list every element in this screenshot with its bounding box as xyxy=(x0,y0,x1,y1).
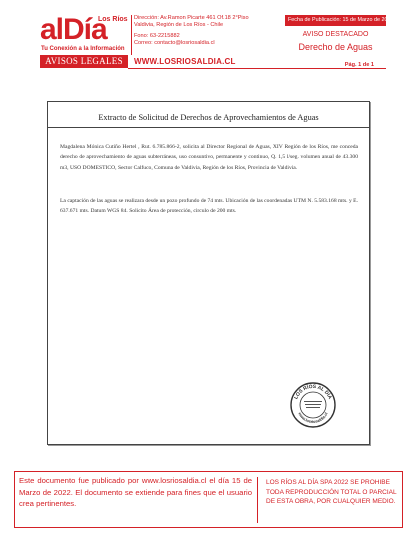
notice-type: AVISO DESTACADO xyxy=(302,31,369,38)
logo-wordmark: alDía xyxy=(40,13,107,46)
website-link[interactable]: WWW.LOSRIOSALDIA.CL xyxy=(134,57,236,66)
footer-divider xyxy=(257,477,258,523)
document-frame xyxy=(47,101,370,445)
header-rule xyxy=(128,68,386,69)
logo-prefix: Los Ríos xyxy=(98,16,128,23)
section-label: AVISOS LEGALES xyxy=(40,55,128,68)
footer-copyright: LOS RÍOS AL DÍA SPA 2022 SE PROHIBE TODA REPRODUCCIÓN TOTAL O PARCIAL DE ESTA OBRA, POR CUALQUIER MEDIO. xyxy=(266,479,397,505)
footer-disclaimer: Este documento fue publicado por www.losriosaldia.cl el día 15 de Marzo de 2022. El documento se extiende para fines que el usuario crea pertinentes. xyxy=(19,476,252,508)
title-divider xyxy=(48,127,369,128)
address-line-1: Dirección: Av.Ramon Picarte 461 Of.18 2°Piso xyxy=(134,15,249,21)
stamp-top-text: LOS RÍOS AL DÍA xyxy=(293,383,333,401)
document-paragraph-2: La captación de las aguas se realizara desde un pozo profundo de 74 mts. Ubicación de las coordenadas UTM N. 5.583.168 mts. y E. 637.671 mts. Datum WGS 84. Solicito Área de protección, circulo de 200 mts. xyxy=(60,198,358,215)
contact-block xyxy=(134,15,249,47)
notice-category: Derecho de Aguas xyxy=(298,42,373,52)
logo-tagline: Tu Conexión a la Información xyxy=(41,46,125,52)
header-divider xyxy=(131,15,132,55)
publication-date: Fecha de Publicación: 15 de Marzo de 2022 xyxy=(285,15,386,26)
stamp-bottom-text: www.losriosaldia.cl xyxy=(297,411,329,425)
document-title: Extracto de Solicitud de Derechos de Aprovechamientos de Aguas xyxy=(98,113,319,122)
official-stamp xyxy=(289,381,337,429)
email: Correo: contacto@losriosaldia.cl xyxy=(134,40,215,46)
phone: Fono: 63-2215882 xyxy=(134,33,180,39)
document-paragraph-1: Magdalena Mónica Cutiño Hertel , Rut. 6.785.866-2, solicita al Director Regional de Aguas, XIV Región de los Ríos, me conceda derecho de aprovechamiento de aguas subterráneas, uso consuntivo, permanente y continuo, Q. 1,5 l/seg. volumen anual de 43.300 m3, USO DOMESTICO, Sector Calfuco, Comuna de Valdivia, Región de los Ríos, Provincia de Valdivia. xyxy=(60,144,358,171)
page-indicator: Pág. 1 de 1 xyxy=(344,62,374,68)
address-line-2: Valdivia, Región de Los Ríos - Chile xyxy=(134,22,224,28)
